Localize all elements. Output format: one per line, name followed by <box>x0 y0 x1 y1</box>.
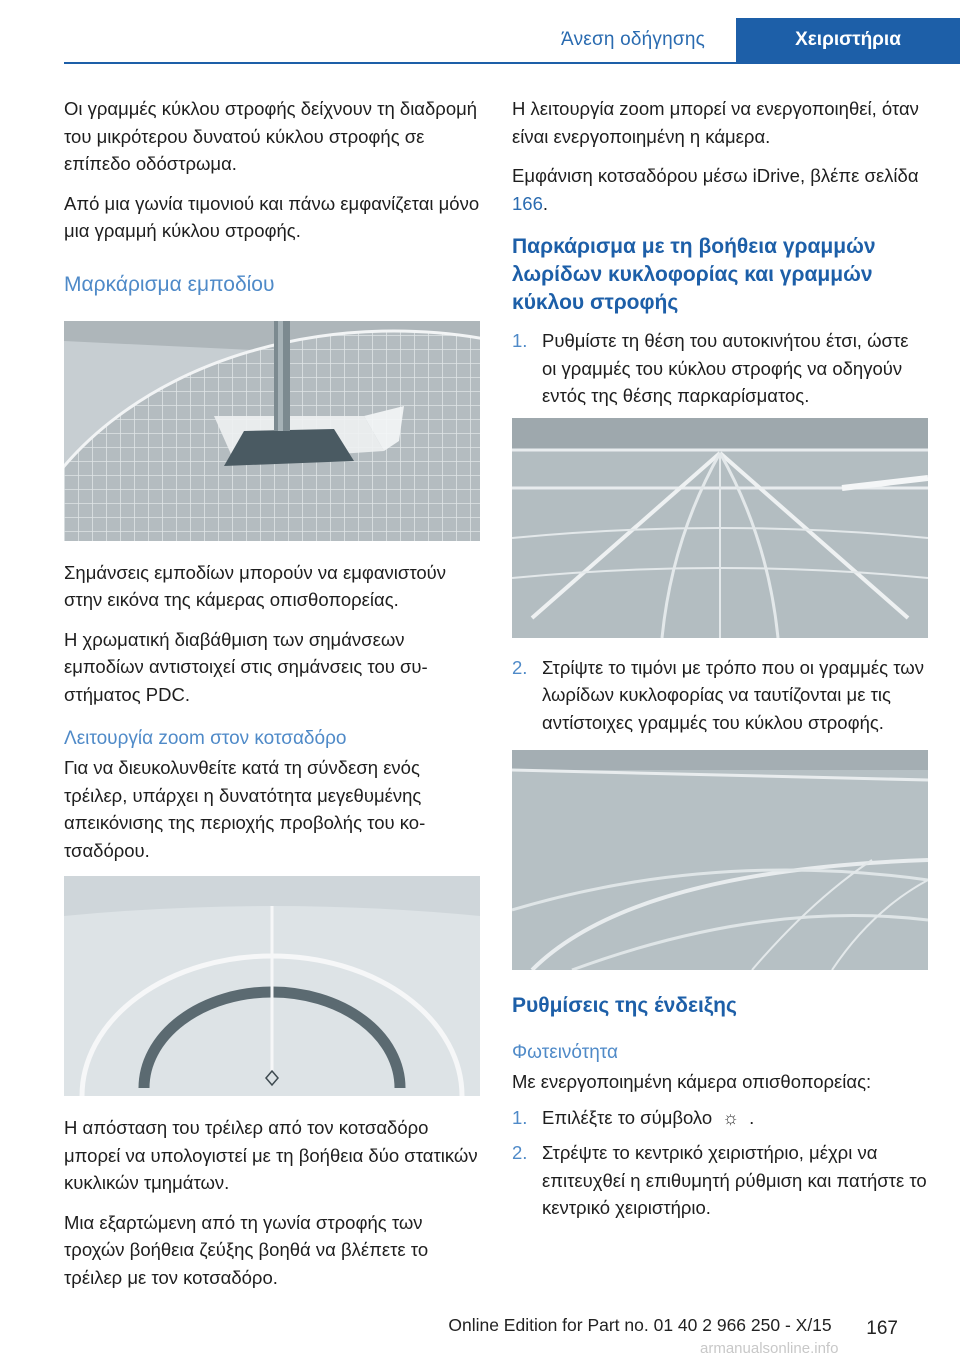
paragraph-trailer-distance: Η απόσταση του τρέιλερ από τον κοτσαδόρο μπορεί να υπολογιστεί με τη βοήθεια δύο στατικών κυκλικών τμημάτων. <box>64 1117 478 1193</box>
page-link-166[interactable]: 166 <box>512 192 543 214</box>
watermark: armanualsonline.info <box>700 1340 839 1357</box>
turning-circle-figure <box>512 750 928 970</box>
select-symbol-text: Επιλέξτε το σύμβολο <box>542 1106 713 1128</box>
parking-lines-figure <box>512 418 928 638</box>
step-item <box>512 654 928 737</box>
header-tab-controls: Χειριστήρια <box>736 18 960 62</box>
parking-steps-b <box>512 654 928 737</box>
left-column <box>64 95 480 1303</box>
paragraph-zoom-activation: Η λειτουργία zoom μπορεί να ενεργοποιηθεί, όταν είναι ενεργοποιημένη η κάμερα. <box>512 98 919 147</box>
header-tab-comfort-driving: Άνεση οδήγησης <box>561 29 705 50</box>
step-item <box>512 327 928 410</box>
period: . <box>749 1106 755 1128</box>
paragraph-coupling-help: Μια εξαρτώμενη από τη γωνία στροφής των τροχών βοήθεια ζεύξης βοηθά να βλέπετε το τρέιλερ με τον κοτσαδόρο. <box>64 1211 429 1288</box>
page-number: 167 <box>866 1318 898 1339</box>
header-rule <box>64 62 960 64</box>
footer-edition: Online Edition for Part no. 01 40 2 966 250 - X/15 <box>448 1315 832 1335</box>
step-number: 1. <box>512 1106 528 1128</box>
obstacle-marking-figure <box>64 321 480 541</box>
step-number: 2. <box>512 656 528 678</box>
step-item <box>512 1139 928 1222</box>
paragraph-zoom-intro: Για να διευκολυνθείτε κατά τη σύνδεση ενός τρέιλερ, υπάρχει η δυνατότητα μεγεθυμένης απεικόνισης της περιοχής προβολής του κοτσαδόρου. <box>64 757 426 861</box>
step-number: 2. <box>512 1142 528 1163</box>
right-column <box>512 95 928 1230</box>
heading-display-settings: Ρυθμίσεις της ένδειξης <box>512 994 737 1017</box>
step-number: 1. <box>512 330 528 351</box>
step-text <box>542 1104 928 1132</box>
paragraph-turning-lines: Οι γραμμές κύκλου στροφής δείχνουν τη διαδρομή του μικρότερου δυνατού κύκλου στροφής σε επίπεδο οδόστρωμα. <box>64 98 478 174</box>
paragraph-obstacle-marks: Σημάνσεις εμποδίων μπορούν να εμφανιστούν στην εικόνα της κάμερας οπισθοπορείας. <box>64 561 447 610</box>
paragraph-idrive-reference <box>512 162 928 217</box>
hitch-zoom-figure <box>64 876 480 1096</box>
paragraph-single-line: Από μια γωνία τιμονιού και πάνω εμφανίζεται μόνο μια γραμμή κύκλου στροφής. <box>64 192 480 241</box>
step-text: Στρέψτε το κεντρικό χειριστήριο, μέχρι να επιτευχθεί η επιθυμητή ρύθμιση και πατήστε το κεντρικό χειριστήριο. <box>542 1142 927 1218</box>
idrive-text: Εμφάνιση κοτσαδόρου μέσω iDrive, βλέπε σελίδα <box>512 165 919 186</box>
step-item <box>512 1104 928 1132</box>
heading-hitch-zoom: Λειτουργία zoom στον κοτσαδόρο <box>64 728 347 749</box>
brightness-steps <box>512 1104 928 1222</box>
parking-steps-a <box>512 327 928 410</box>
paragraph-color-gradation: Η χρωματική διαβάθμιση των σημάνσεων εμποδίων αντιστοιχεί στις σημάνσεις του συστήματος PDC. <box>64 628 428 705</box>
paragraph-camera-active: Με ενεργοποιημένη κάμερα οπισθοπορείας: <box>512 1071 872 1092</box>
period: . <box>542 192 549 214</box>
step-text: Στρίψτε το τιμόνι με τρόπο που οι γραμμές των λωρίδων κυκλοφορίας να ταυτίζονται με τις αντίστοιχες γραμμές του κύκλου στροφής. <box>542 656 924 733</box>
heading-parking-guidance: Παρκάρισμα με τη βοήθεια γραμμών λωρίδων κυκλοφορίας και γραμμών κύκλου στροφής <box>512 235 876 314</box>
step-text: Ρυθμίστε τη θέση του αυτοκινήτου έτσι, ώστε οι γραμμές του κύκλου στροφής να οδηγούν εντός της θέσης παρκαρίσματος. <box>542 330 909 406</box>
brightness-icon: ☼ <box>722 1106 740 1128</box>
heading-brightness: Φωτεινότητα <box>512 1042 619 1063</box>
heading-obstacle-marking: Μαρκάρισμα εμποδίου <box>64 272 275 296</box>
